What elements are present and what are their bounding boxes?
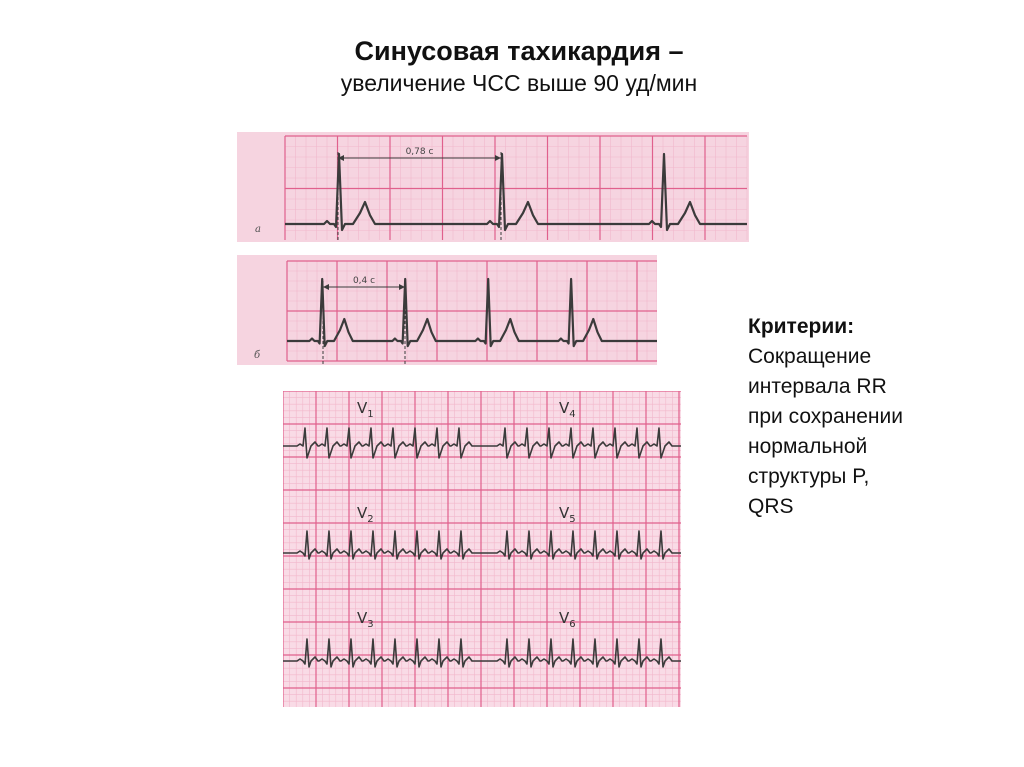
interval-label: 0,78 с (405, 147, 434, 157)
ecg-grid (287, 261, 657, 361)
lead-trace-V1 (283, 428, 483, 458)
lead-label: $V_2$ (357, 504, 374, 525)
lead-trace-V3 (283, 639, 483, 667)
criteria-heading: Критерии: (748, 315, 855, 338)
ecg-strip-b-image (237, 255, 657, 365)
rr-interval-b (323, 276, 405, 365)
lead-trace-V6 (483, 639, 681, 667)
interval-label: 0,4 с (352, 276, 376, 286)
lead-label: $V_6$ (559, 609, 576, 630)
lead-trace-V5 (483, 531, 681, 559)
criteria-block (748, 312, 998, 522)
rr-interval-a (338, 147, 501, 242)
slide-title-block (0, 34, 1024, 98)
panel-label-a: а (255, 224, 261, 235)
lead-label: $V_5$ (559, 504, 576, 525)
ecg-leads-image (283, 391, 681, 707)
lead-trace-V2 (283, 531, 483, 559)
lead-label: $V_4$ (559, 399, 576, 420)
criteria-text: Сокращение интервала RR при сохранении нормальной структуры P, QRS (748, 345, 903, 518)
ecg-precordial-leads (283, 391, 681, 707)
ecg-strip-a (237, 132, 749, 242)
lead-trace-V4 (483, 428, 681, 458)
slide-title: Синусовая тахикардия – (354, 36, 684, 66)
lead-label: $V_1$ (357, 399, 374, 420)
ecg-trace-b (287, 279, 657, 346)
panel-label-b: б (254, 350, 261, 361)
slide-subtitle: увеличение ЧСС выше 90 уд/мин (340, 70, 698, 96)
lead-label: $V_3$ (357, 609, 374, 630)
ecg-strip-b (237, 255, 657, 365)
ecg-strip-a-image (237, 132, 749, 242)
